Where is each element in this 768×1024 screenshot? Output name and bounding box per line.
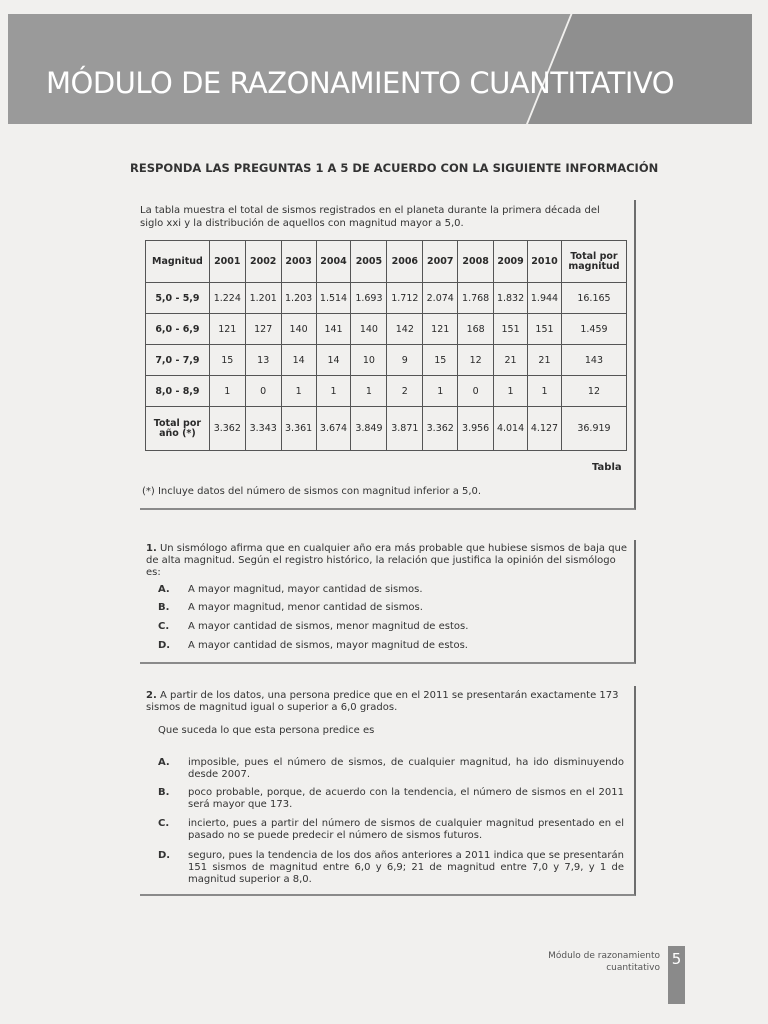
table-cell: 3.871 [387,407,423,451]
option-c [158,621,618,635]
table-cell: 140 [351,314,387,345]
header-cell: 2009 [494,241,528,283]
table-cell: 151 [494,314,528,345]
header-cell: 2007 [423,241,458,283]
intro-text: La tabla muestra el total de sismos registrados en el planeta durante la primera década del siglo xxi y la distribución de aquellos con magnitud mayor a 5,0. [140,205,600,229]
table-cell: 142 [387,314,423,345]
table-cell: 3.362 [423,407,458,451]
header-cell: 2010 [528,241,562,283]
row-label: 7,0 - 7,9 [146,345,210,376]
option-letter: C. [158,621,170,632]
row-label: 5,0 - 5,9 [146,283,210,314]
option-text: poco probable, porque, de acuerdo con la tendencia, el número de sismos en el 2011 será mayor que 173. [188,787,624,810]
table-cell: 3.362 [209,407,245,451]
footer-line-2: cuantitativo [606,963,660,973]
table-header-row [146,241,627,283]
earthquake-table [145,240,627,451]
table-cell: 1 [494,376,528,407]
module-title: MÓDULO DE RAZONAMIENTO CUANTITATIVO [46,66,675,100]
table-cell: 121 [209,314,245,345]
table-cell: 1 [423,376,458,407]
table-cell: 1 [528,376,562,407]
header-cell: 2008 [458,241,494,283]
option-b [158,602,618,616]
table-cell: 1.201 [245,283,281,314]
row-label: 8,0 - 8,9 [146,376,210,407]
question-text: A partir de los datos, una persona predice que en el 2011 se presentarán exactamente 173 sismos de magnitud igual o superior a 6,0 grados. [146,690,619,713]
table-row [146,376,627,407]
table-cell: 3.849 [351,407,387,451]
question-number: 1. [146,543,157,554]
header-cell: 2004 [316,241,351,283]
page-number: 5 [671,950,682,968]
table-cell: 12 [561,376,626,407]
row-label: 6,0 - 6,9 [146,314,210,345]
table-cell: 1 [351,376,387,407]
table-total-row [146,407,627,451]
option-text: A mayor magnitud, menor cantidad de sismos. [188,602,423,613]
question-text: Un sismólogo afirma que en cualquier año era más probable que hubiese sismos de baja que de alta magnitud. Según el registro histórico, la relación que justifica la opinión del sismólogo es: [146,543,628,578]
header-cell: 2006 [387,241,423,283]
table-cell: 36.919 [561,407,626,451]
header-cell: Total por magnitud [561,241,626,283]
option-b [158,787,624,813]
table-cell: 1 [281,376,316,407]
header-cell: 2001 [209,241,245,283]
table-cell: 21 [528,345,562,376]
question-number: 2. [146,690,157,701]
page-tab [668,946,685,1004]
option-a [158,757,624,783]
table-cell: 16.165 [561,283,626,314]
question-prompt: Que suceda lo que esta persona predice es [158,725,375,736]
table-cell: 3.343 [245,407,281,451]
table-cell: 1.459 [561,314,626,345]
table-cell: 3.361 [281,407,316,451]
table-cell: 1.944 [528,283,562,314]
option-a [158,584,618,598]
table-cell: 10 [351,345,387,376]
option-letter: B. [158,787,170,798]
option-letter: C. [158,818,170,829]
table-cell: 121 [423,314,458,345]
option-text: A mayor cantidad de sismos, menor magnitud de estos. [188,621,469,632]
option-text: imposible, pues el número de sismos, de cualquier magnitud, ha ido disminuyendo desde 2007. [188,757,624,780]
option-letter: D. [158,850,171,861]
table-cell: 14 [316,345,351,376]
option-text: A mayor magnitud, mayor cantidad de sismos. [188,584,423,595]
table-cell: 21 [494,345,528,376]
table-cell: 1 [209,376,245,407]
option-c [158,818,624,844]
header-cell: 2002 [245,241,281,283]
option-d [158,850,624,888]
option-letter: A. [158,757,170,768]
table-cell: 143 [561,345,626,376]
table-cell: 1.712 [387,283,423,314]
table-cell: 1.693 [351,283,387,314]
table-cell: 141 [316,314,351,345]
table-cell: 1.768 [458,283,494,314]
table-cell: 1.224 [209,283,245,314]
question-2 [146,690,630,714]
table-cell: 127 [245,314,281,345]
table-row [146,345,627,376]
table-cell: 13 [245,345,281,376]
table-caption: Tabla [592,462,622,473]
table-cell: 168 [458,314,494,345]
table-cell: 4.127 [528,407,562,451]
option-text: seguro, pues la tendencia de los dos años anteriores a 2011 indica que se presentarán 151 sismos de magnitud entre 6,0 y 6,9; 21 de magnitud entre 7,0 y 7,9, y 1 de magnitud superior a 8,0. [188,850,624,885]
row-label: Total por año (*) [146,407,210,451]
option-letter: A. [158,584,170,595]
table-cell: 14 [281,345,316,376]
footer-line-1: Módulo de razonamiento [548,951,660,961]
table-row [146,314,627,345]
table-cell: 2 [387,376,423,407]
table-cell: 2.074 [423,283,458,314]
table-cell: 3.674 [316,407,351,451]
table-cell: 15 [423,345,458,376]
header-cell: 2003 [281,241,316,283]
table-cell: 12 [458,345,494,376]
option-text: A mayor cantidad de sismos, mayor magnitud de estos. [188,640,468,651]
table-row [146,283,627,314]
table-cell: 0 [458,376,494,407]
table-cell: 1.514 [316,283,351,314]
table-cell: 1 [316,376,351,407]
table-cell: 3.956 [458,407,494,451]
table-cell: 9 [387,345,423,376]
footer-label [540,950,660,974]
table-cell: 1.832 [494,283,528,314]
section-heading: RESPONDA LAS PREGUNTAS 1 A 5 DE ACUERDO CON LA SIGUIENTE INFORMACIÓN [130,161,659,175]
header-banner [8,14,752,124]
option-text: incierto, pues a partir del número de sismos de cualquier magnitud presentado en el pasado no se puede predecir el número de sismos futuros. [188,818,624,841]
table-cell: 0 [245,376,281,407]
table-note: (*) Incluye datos del número de sismos con magnitud inferior a 5,0. [142,486,482,497]
table-cell: 140 [281,314,316,345]
header-cell: 2005 [351,241,387,283]
question-1 [146,543,630,579]
table-cell: 1.203 [281,283,316,314]
option-d [158,640,618,654]
header-cell: Magnitud [146,241,210,283]
option-letter: D. [158,640,171,651]
table-cell: 151 [528,314,562,345]
table-cell: 15 [209,345,245,376]
table-cell: 4.014 [494,407,528,451]
option-letter: B. [158,602,170,613]
